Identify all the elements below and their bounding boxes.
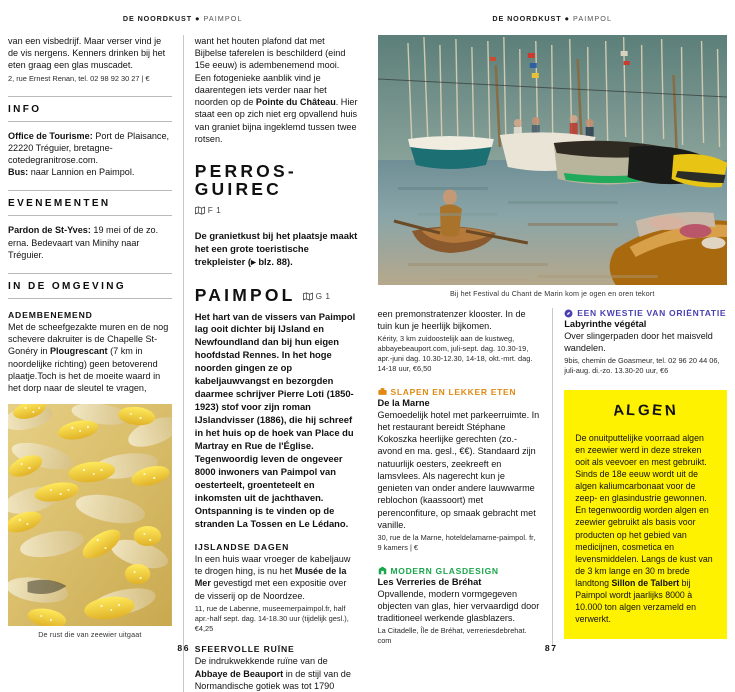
- algen-title-letter: N: [664, 402, 679, 420]
- shop-icon-glyph: [378, 566, 387, 575]
- running-head-left: [8, 0, 358, 35]
- perros-lead-paragraph: De granietkust bij het plaatsje maakt het een grote toeristische trekpleister (▸ blz. 88).: [195, 230, 358, 269]
- bed-icon: [378, 387, 387, 396]
- ijsland-text-2: gevestigd met een expositie over de visserij op de Noordzee.: [195, 578, 347, 600]
- around-text-2: (7 km in noordelijke richting) geen betoverend plaatje.Toch is het de moeite waard in het dorp naar de sleutel te vragen,: [8, 346, 160, 393]
- place-heading-perros-guirec: PERROS-GUIREC: [195, 162, 358, 199]
- running-head-sub: PAIMPOL: [203, 14, 242, 23]
- map-icon: [195, 206, 205, 215]
- category-heading-slapen-en-lekker-eten: [378, 387, 542, 397]
- musee-de-la-mer-bold: Musée de la Mer: [195, 566, 347, 588]
- right-column-2: [552, 308, 727, 646]
- ruin-text-2: in de stijl van de Normandische gotiek was tot 1790: [195, 669, 351, 691]
- harbour-photo-caption: Bij het Festival du Chant de Marin kom je ogen en oren tekort: [378, 285, 728, 298]
- seaweed-photo-caption: De rust die van zeewier uitgaat: [8, 626, 172, 639]
- map-reference-label: F 1: [208, 205, 222, 215]
- around-paragraph: [8, 321, 172, 394]
- seaweed-illustration: [8, 404, 172, 626]
- info-bus-text: naar Lannion en Paimpol.: [28, 167, 134, 177]
- place-heading-paimpol: [195, 286, 358, 304]
- subheading-sfeervolle-ruine: SFEERVOLLE RUÏNE: [195, 644, 358, 654]
- ruin-text-1: De indrukwekkende ruïne van de: [195, 656, 328, 666]
- continued-paragraph-2: [195, 35, 358, 145]
- hotel-name: De la Marne: [378, 398, 542, 408]
- abbaye-de-beauport-bold: Abbaye de Beauport: [195, 669, 283, 679]
- paimpol-lead-paragraph: Het hart van de vissers van Paimpol lag ooit dichter bij IJsland en Newfoundland dan bij hun eigen hoofdstad Rennes. In het hoge noorden gingen ze op kabeljauwvangst en bezorgden daarmee schrijver Pierre Loti (1850-1923) stof voor zijn roman IJslandvisser (1886), die hij schreef in het huis op de hoek van Place du Martray en Rue de l'Église. Tegenwoordig leven de ongeveer 8000 inwoners van Paimpol van oesterteelt, groenteteelt en inkomsten uit de jachthaven. Ontspanning is te vinden op de stranden La Tossen en Le Lédano.: [195, 311, 358, 531]
- compass-icon-glyph: [564, 309, 573, 318]
- compass-icon: [564, 309, 573, 318]
- subheading-ijslandse-dagen: IJSLANDSE DAGEN: [195, 542, 358, 552]
- running-head-main: DE NOORDKUST: [123, 14, 192, 23]
- map-pin-icon: ●: [195, 14, 200, 23]
- event-text: 19 mei of de zo. erna. Bedevaart van Minihy naar Tréguier.: [8, 225, 158, 259]
- running-head-main: DE NOORDKUST: [492, 14, 561, 23]
- info-office-label: Office de Tourisme:: [8, 131, 93, 141]
- right-column-1: [378, 308, 542, 646]
- labyrinth-description: Over slingerpaden door het maisveld wandelen.: [564, 330, 727, 354]
- labyrinth-address: 9bis, chemin de Goasmeur, tel. 02 96 20 44 06, juli-aug. di.-zo. 13.30-20 uur, €6: [564, 356, 727, 376]
- category-heading-label: SLAPEN EN LEKKER ETEN: [391, 387, 517, 397]
- algen-text-1: De onuitputtelijke voorraad algen en zeewier werd in deze streken ooit als veevoer en mest gebruikt. Sinds de 18e eeuw wordt uit de algen kaliumcarbonaat voor de zeep- en glasindustrie gewonnen. En tegenwoordig worden algen en zeewier gebruikt als basis voor producten op het gebied van medicijnen, cosmetica en levensmiddelen. Langs de kust van de 3 km lange en 30 m brede landtong: [575, 433, 712, 588]
- running-head-right: [378, 0, 728, 35]
- bed-icon-glyph: [378, 387, 387, 396]
- continued-text-2: . Hier staat een op zich niet erg opvallend huis van graniet bijna ingeklemd tussen twee rotsen.: [195, 97, 358, 144]
- info-bus-paragraph: [8, 166, 172, 178]
- around-text-1: Met de scheefgezakte muren en de nog schevere dakruiter is de Chapelle St-Gonéry in: [8, 322, 168, 356]
- museum-address: 11, rue de Labenne, museemerpaimpol.fr, half apr.-half sept. dag. 14-18.30 uur (tijdelijk gesl.), €4,25: [195, 604, 358, 634]
- glass-shop-description: Opvallende, modern vormgegeven objecten van glas, hier vervaardigd door traditioneel werkende glasblazers.: [378, 588, 542, 625]
- harbour-illustration: [378, 35, 728, 285]
- seaweed-photo: [8, 404, 172, 626]
- map-icon: [303, 292, 313, 301]
- algen-infobox-title: [575, 402, 716, 419]
- ruin-paragraph: [195, 655, 358, 692]
- event-label: Pardon de St-Yves:: [8, 225, 91, 235]
- left-column-1: [8, 35, 172, 692]
- info-office-paragraph: [8, 130, 172, 167]
- pointe-du-chateau-bold: Pointe du Château: [256, 97, 336, 107]
- algen-title-letter: G: [638, 402, 653, 420]
- shop-icon: [378, 566, 387, 575]
- map-reference-label: G 1: [316, 292, 331, 301]
- map-pin-icon: ●: [565, 14, 570, 23]
- restaurant-address: 2, rue Ernest Renan, tel. 02 98 92 30 27 | €: [8, 74, 172, 84]
- category-heading-label: MODERN GLASDESIGN: [391, 566, 499, 576]
- info-office-text: Port de Plaisance, 22220 Tréguier, bretagne-cotedegranitrose.com.: [8, 131, 169, 165]
- hotel-address: 30, rue de la Marne, hoteldelamarne-paimpol. fr, 9 kamers | €: [378, 533, 542, 553]
- event-paragraph: [8, 224, 172, 261]
- map-reference-perros: [195, 205, 222, 215]
- info-bus-label: Bus:: [8, 167, 28, 177]
- category-heading-label: EEN KWESTIE VAN ORIËNTATIE: [577, 308, 726, 318]
- sillon-de-talbert-bold: Sillon de Talbert: [611, 578, 679, 588]
- section-heading-evenementen: EVENEMENTEN: [8, 190, 172, 216]
- glass-shop-name: Les Verreries de Bréhat: [378, 577, 542, 587]
- section-heading-info: INFO: [8, 96, 172, 122]
- right-columns: [378, 308, 728, 646]
- abbey-continued-paragraph: een premonstratenzer klooster. In de tuin kun je heerlijk bijkomen.: [378, 308, 542, 332]
- page-number-right: 87: [545, 643, 558, 653]
- category-heading-modern-glasdesign: [378, 566, 542, 576]
- ijsland-text-1: In een huis waar vroeger de kabeljauw te drogen hing, is nu het: [195, 554, 351, 576]
- continued-paragraph: van een visbedrijf. Maar verser vind je de vis nergens. Kenners drinken bij het eten graag een glas muscadet.: [8, 35, 172, 72]
- ijsland-paragraph: [195, 553, 358, 602]
- hotel-description: Gemoedelijk hotel met parkeerruimte. In het restaurant bereidt Stéphane Kokoszka heerlijke gerechten (zo.-avond en ma. gesl., €€). Standaard zijn natuurlijk oesters, zeekreeft en lamsvlees. Als nagerecht kun je genieten van onder andere lauwwarme reblochon (kaassoort) met perenconfiture, op smaak gebracht met vanille.: [378, 409, 542, 531]
- algen-text-2: bij Paimpol wordt jaarlijks 8000 à 10.000 ton algen verzameld en verwerkt.: [575, 578, 696, 624]
- category-heading-orientatie: [564, 308, 727, 318]
- page-number-left: 86: [177, 643, 190, 653]
- around-bold: Plougrescant: [50, 346, 108, 356]
- seaweed-figure: [8, 404, 172, 639]
- left-page: [0, 0, 368, 665]
- harbour-figure: [378, 35, 728, 298]
- algen-title-letter: L: [626, 402, 639, 420]
- labyrinth-name: Labyrinthe végétal: [564, 319, 727, 329]
- abbey-address: Kérity, 3 km zuidoostelijk aan de kustweg, abbayebeauport.com, juli-sept. dag. 10.30-19, apr.-juni dag. 10.30-12.30, 14-18, okt.-mrt. dag. 14-18 uur, €6,50: [378, 334, 542, 373]
- section-heading-in-de-omgeving: IN DE OMGEVING: [8, 273, 172, 299]
- map-reference-paimpol: [303, 292, 331, 301]
- harbour-boats-photo: [378, 35, 728, 285]
- continued-text-1: want het houten plafond dat met Bijbelse taferelen is beschilderd (eind 15e eeuw) is adembenemend mooi. Een fotogenieke aanblik vind je daarentegen iets verder naar het noorden op de: [195, 36, 346, 107]
- glass-shop-address: La Citadelle, Île de Bréhat, verreriesdebrehat. com: [378, 626, 542, 646]
- algen-infobox-text: [575, 432, 716, 625]
- running-head-sub: PAIMPOL: [573, 14, 612, 23]
- right-page: [368, 0, 735, 665]
- left-columns: [8, 35, 358, 692]
- algen-title-letter: E: [651, 402, 665, 420]
- algen-title-letter: A: [612, 401, 627, 419]
- place-heading-paimpol-label: PAIMPOL: [195, 286, 296, 304]
- left-column-2: [183, 35, 358, 692]
- algen-infobox: [564, 390, 727, 639]
- subheading-adembenemend: ADEMBENEMEND: [8, 310, 172, 320]
